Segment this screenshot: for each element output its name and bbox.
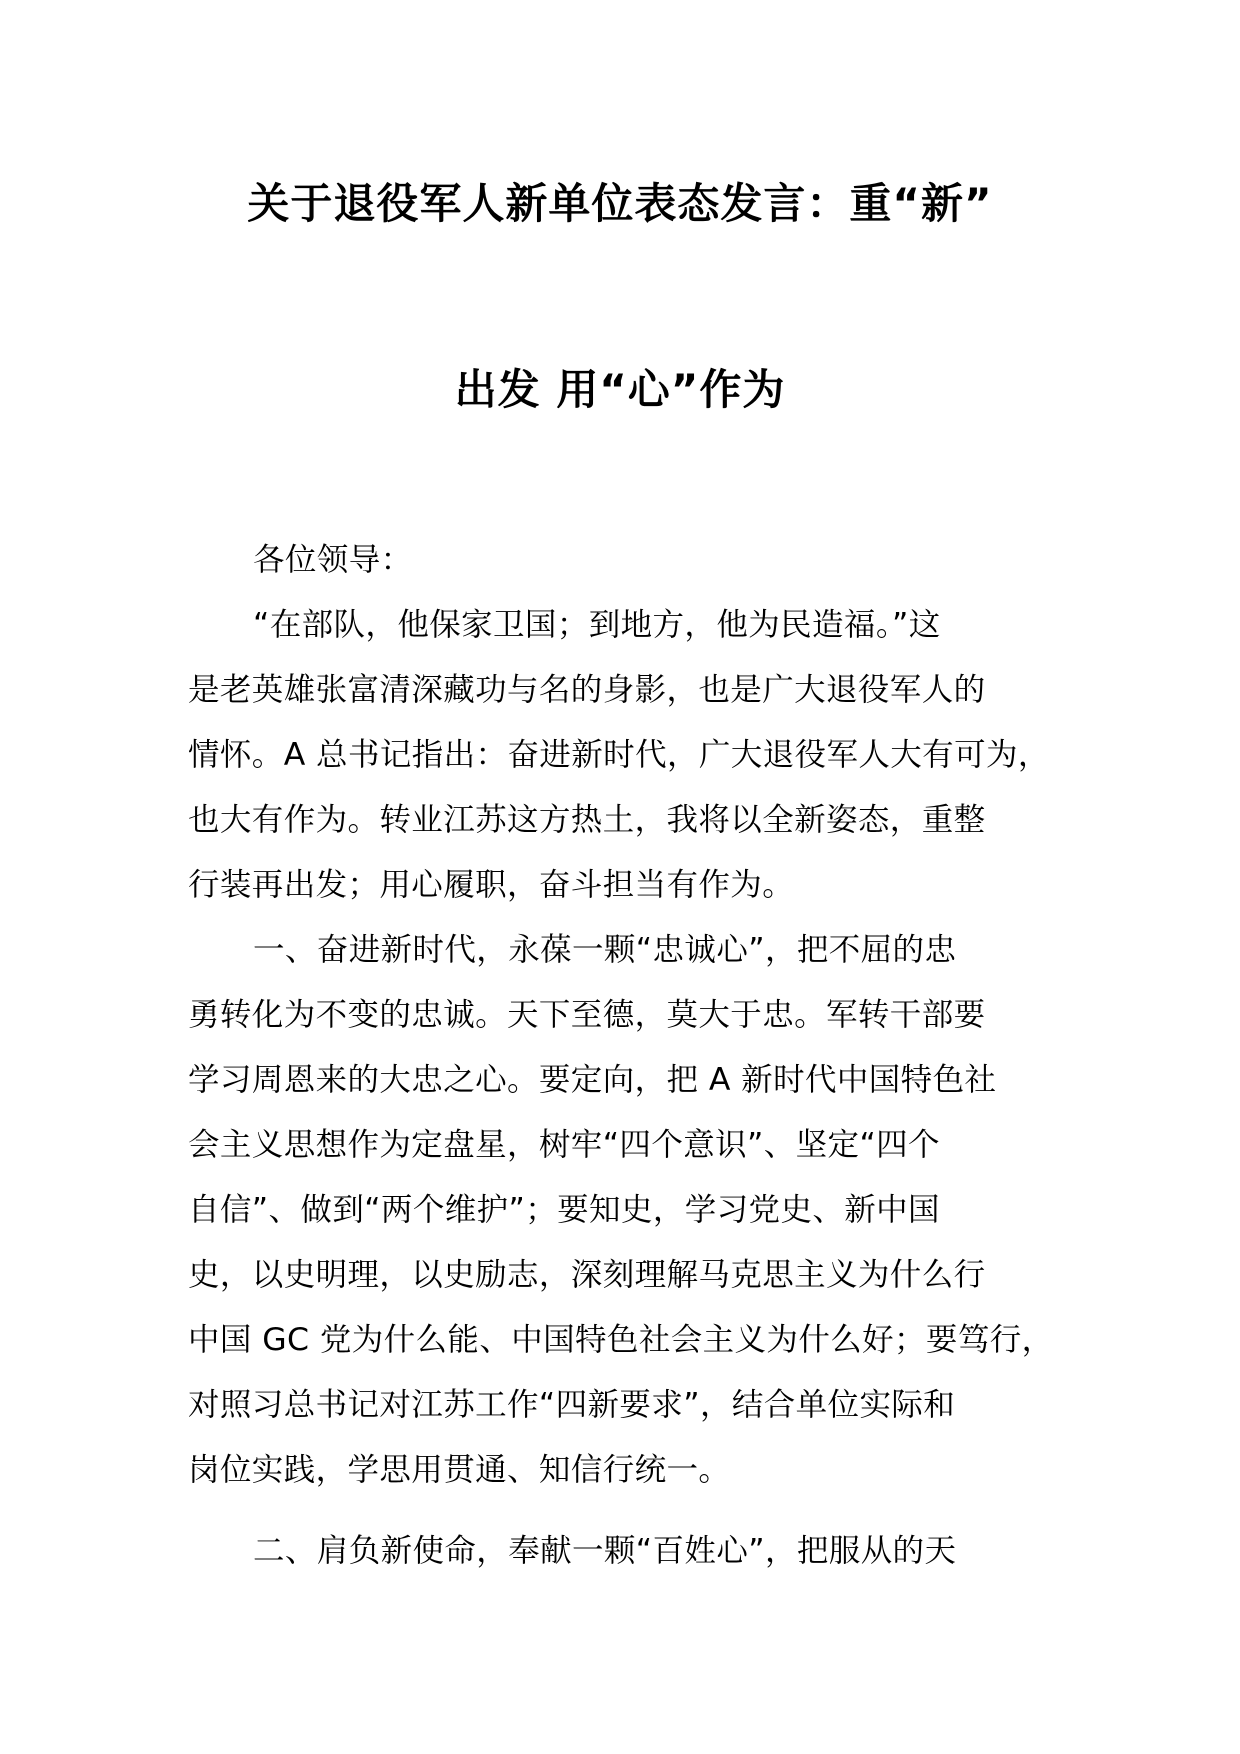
body-line: 自信”、做到“两个维护”；要知史，学习党史、新中国 bbox=[188, 1192, 940, 1228]
body-line: 是老英雄张富清深藏功与名的身影，也是广大退役军人的 bbox=[188, 672, 986, 708]
title-line-1: 关于退役军人新单位表态发言：重“新” bbox=[247, 179, 993, 228]
body-line: 学习周恩来的大忠之心。要定向，把 A 新时代中国特色社 bbox=[188, 1062, 997, 1098]
body-line: 中国 GC 党为什么能、中国特色社会主义为什么好；要笃行， bbox=[188, 1322, 1054, 1358]
body-line: 一、奋进新时代，永葆一颗“忠诚心”，把不屈的忠 bbox=[253, 932, 957, 968]
body-line: 岗位实践，学思用贯通、知信行统一。 bbox=[188, 1452, 731, 1488]
body-line: “在部队，他保家卫国；到地方，他为民造福。”这 bbox=[253, 607, 941, 643]
salutation: 各位领导： bbox=[253, 542, 413, 578]
body-line: 也大有作为。转业江苏这方热土，我将以全新姿态，重整 bbox=[188, 802, 986, 838]
body-line: 会主义思想作为定盘星，树牢“四个意识”、坚定“四个 bbox=[188, 1127, 940, 1163]
body-line: 情怀。A 总书记指出：奋进新时代，广大退役军人大有可为， bbox=[188, 737, 1050, 773]
body-line: 二、肩负新使命，奉献一颗“百姓心”，把服从的天 bbox=[253, 1533, 957, 1569]
body-line: 行装再出发；用心履职，奋斗担当有作为。 bbox=[188, 867, 795, 903]
body-line: 史，以史明理，以史励志，深刻理解马克思主义为什么行 bbox=[188, 1257, 986, 1293]
body-line: 对照习总书记对江苏工作“四新要求”，结合单位实际和 bbox=[188, 1387, 956, 1423]
title-line-2: 出发 用“心”作为 bbox=[454, 365, 786, 414]
body-line: 勇转化为不变的忠诚。天下至德，莫大于忠。军转干部要 bbox=[188, 997, 986, 1033]
